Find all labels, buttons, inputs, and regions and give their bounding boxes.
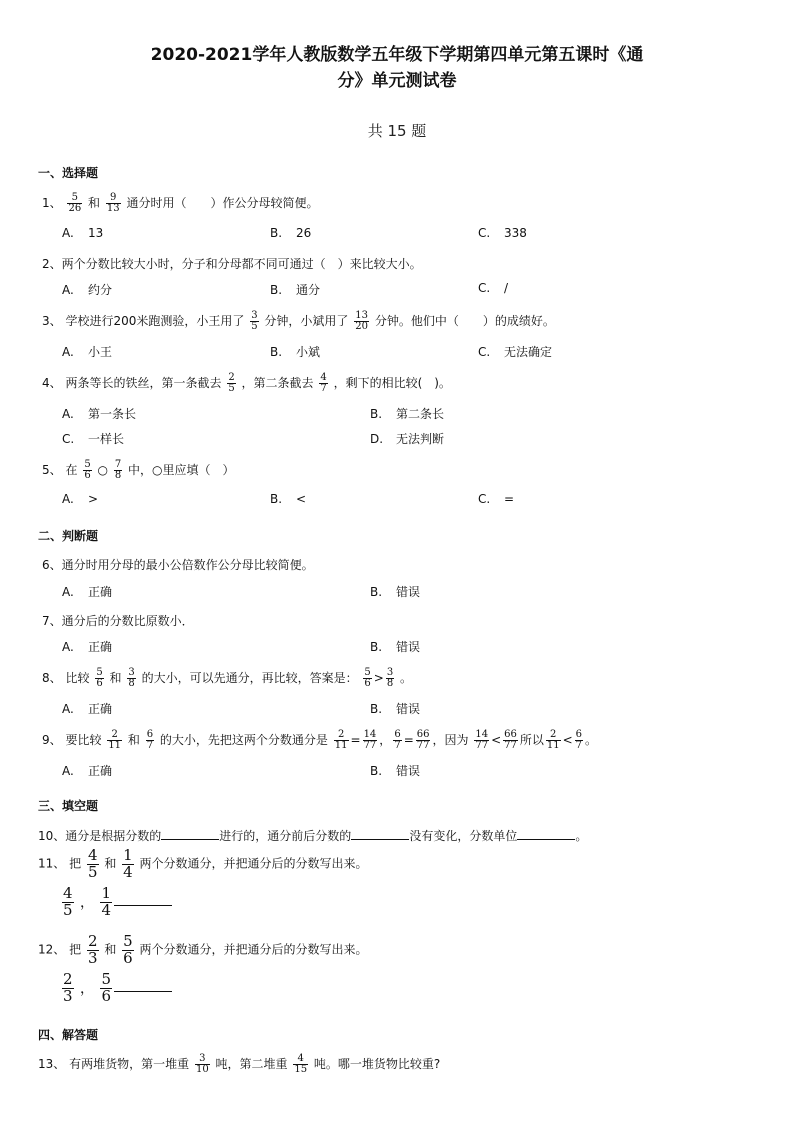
equals-sign: = — [350, 733, 361, 747]
question-number: 5、 — [42, 463, 62, 477]
question-text: 两条等长的铁丝，第一条截去 — [65, 376, 222, 390]
fraction: $\frac{3}{8}$ — [386, 667, 394, 689]
fraction: $\frac{3}{8}$ — [128, 667, 135, 689]
page-title-line2: 分》单元测试卷 — [337, 71, 457, 91]
answer-line-12 — [60, 972, 172, 1004]
option-b[interactable]: B. 错误 — [370, 702, 421, 716]
fraction: $\frac{6}{7}$ — [575, 729, 583, 751]
fraction: $\frac{6}{7}$ — [394, 729, 401, 751]
question-number: 9、 — [42, 733, 62, 747]
question-8 — [42, 668, 412, 689]
option-b[interactable]: B. < — [270, 492, 307, 506]
question-text: 进行的，通分前后分数的 — [219, 829, 352, 843]
comparison-sign: > — [373, 671, 384, 685]
question-text: 。 — [575, 829, 588, 843]
question-text: 在 — [65, 463, 78, 477]
fraction: $\frac{66}{77}$ — [416, 729, 430, 751]
fraction: $\frac{5}{6}$ — [101, 970, 111, 1005]
fraction: $\frac{9}{13}$ — [106, 192, 120, 214]
question-number: 11、 — [38, 856, 66, 871]
separator: ， — [80, 981, 94, 997]
question-9 — [42, 730, 597, 751]
option-b[interactable]: B. 错误 — [370, 764, 421, 778]
fraction: $\frac{5}{26}$ — [68, 192, 82, 214]
question-text: 。 — [400, 671, 413, 685]
question-text: 的大小，可以先通分，再比较，答案是： — [141, 671, 358, 685]
question-text: ，剩下的相比较( )。 — [333, 376, 451, 390]
question-text: 中，○里应填（ ） — [128, 463, 235, 477]
section-judge: 二、判断题 — [38, 529, 99, 543]
option-c[interactable]: C. 338 — [478, 226, 527, 240]
fraction: $\frac{3}{5}$ — [251, 310, 258, 332]
fraction: $\frac{13}{20}$ — [355, 310, 368, 332]
question-text: ，第二条截去 — [241, 376, 314, 390]
option-c[interactable]: C. = — [478, 492, 515, 506]
section-fill: 三、填空题 — [38, 799, 99, 813]
fraction: $\frac{7}{8}$ — [114, 459, 122, 481]
question-text: 和 — [104, 856, 117, 871]
question-text: 有两堆货物，第一堆重 — [69, 1057, 190, 1071]
fraction: $\frac{1}{4}$ — [101, 884, 111, 919]
question-text: 分钟。他们中（ ）的成绩好。 — [374, 314, 555, 328]
fraction: $\frac{2}{11}$ — [546, 729, 560, 751]
question-text: 。 — [585, 733, 598, 747]
page-title-line1: 2020-2021学年人教版数学五年级下学期第四单元第五课时《通 — [150, 45, 644, 65]
answer-line-11 — [60, 886, 172, 918]
question-3 — [42, 311, 555, 332]
fraction: $\frac{6}{7}$ — [146, 729, 154, 751]
question-text: ，因为 — [432, 733, 469, 747]
fraction: $\frac{1}{4}$ — [123, 846, 133, 881]
question-text: 通分是根据分数的 — [65, 829, 162, 843]
option-c[interactable]: C. 一样长 — [62, 432, 125, 446]
option-b[interactable]: B. 小斌 — [270, 345, 321, 359]
fraction: $\frac{4}{5}$ — [63, 884, 73, 919]
question-number: 10、 — [38, 829, 66, 843]
option-a[interactable]: A. > — [62, 492, 99, 506]
answer-blank[interactable] — [114, 905, 172, 906]
circle-blank: ○ — [97, 463, 108, 477]
question-number: 4、 — [42, 376, 62, 390]
question-2 — [42, 254, 422, 274]
fraction: $\frac{2}{11}$ — [108, 729, 122, 751]
fraction: $\frac{2}{5}$ — [228, 372, 235, 394]
question-text: 没有变化，分数单位 — [409, 829, 518, 843]
question-text: 两个分数比较大小时，分子和分母都不同可通过（ ）来比较大小。 — [61, 257, 422, 271]
question-12 — [38, 934, 368, 966]
comparison-sign: < — [491, 733, 502, 747]
fraction: $\frac{2}{3}$ — [63, 970, 73, 1005]
question-text: 吨。哪一堆货物比较重? — [313, 1057, 441, 1071]
question-5 — [42, 460, 235, 481]
question-text: 要比较 — [65, 733, 102, 747]
question-text: 和 — [104, 942, 117, 957]
comparison-sign: < — [562, 733, 573, 747]
answer-blank[interactable] — [517, 839, 575, 840]
fraction: $\frac{14}{77}$ — [475, 729, 489, 751]
question-text: 比较 — [65, 671, 90, 685]
fraction: $\frac{4}{5}$ — [87, 846, 98, 881]
question-1 — [42, 193, 318, 214]
option-c[interactable]: C. 无法确定 — [478, 345, 553, 359]
option-a[interactable]: A. 第一条长 — [62, 407, 137, 421]
question-7 — [42, 611, 194, 631]
fraction: $\frac{5}{6}$ — [96, 667, 103, 689]
question-text: 两个分数通分，并把通分后的分数写出来。 — [139, 942, 368, 957]
fraction: $\frac{5}{6}$ — [84, 459, 91, 481]
question-text: 把 — [69, 856, 82, 871]
question-6 — [42, 555, 314, 575]
separator: ， — [80, 895, 94, 911]
option-b[interactable]: B. 26 — [270, 226, 312, 240]
option-b[interactable]: B. 通分 — [270, 283, 321, 297]
question-number: 8、 — [42, 671, 62, 685]
question-text: 通分时用（ ）作公分母较简便。 — [126, 196, 319, 210]
answer-blank[interactable] — [161, 839, 219, 840]
section-solve: 四、解答题 — [38, 1028, 99, 1042]
fraction: $\frac{2}{3}$ — [87, 932, 98, 967]
question-text: 所以 — [519, 733, 544, 747]
fraction: $\frac{66}{77}$ — [504, 729, 517, 751]
question-text: ， — [379, 733, 392, 747]
option-a[interactable]: A. 正确 — [62, 585, 113, 599]
question-number: 3、 — [42, 314, 62, 328]
option-c[interactable]: C. / — [478, 281, 509, 295]
answer-blank[interactable] — [351, 839, 409, 840]
question-text: 分钟，小斌用了 — [264, 314, 349, 328]
option-d[interactable]: D. 无法判断 — [370, 432, 445, 446]
equals-sign: = — [403, 733, 414, 747]
fraction: $\frac{4}{7}$ — [320, 372, 327, 394]
question-number: 7、 — [42, 614, 62, 628]
question-number: 12、 — [38, 942, 66, 957]
question-text: 通分后的分数比原数小． — [61, 614, 194, 628]
question-number: 1、 — [42, 196, 62, 210]
question-text: 通分时用分母的最小公倍数作公分母比较简便。 — [61, 558, 314, 572]
fraction: $\frac{2}{11}$ — [334, 729, 348, 751]
question-text: 把 — [69, 942, 82, 957]
question-11 — [38, 848, 368, 880]
option-b[interactable]: B. 错误 — [370, 640, 421, 654]
question-text: 和 — [109, 671, 122, 685]
fraction: $\frac{14}{77}$ — [363, 729, 377, 751]
question-number: 13、 — [38, 1057, 66, 1071]
fraction: $\frac{5}{6}$ — [364, 667, 371, 689]
option-a[interactable]: A. 约分 — [62, 283, 113, 297]
section-choice: 一、选择题 — [38, 166, 99, 180]
question-4 — [42, 373, 451, 394]
question-count: 共 15 题 — [367, 122, 427, 140]
option-a[interactable]: A. 正确 — [62, 764, 113, 778]
option-a[interactable]: A. 正确 — [62, 640, 113, 654]
question-text: 和 — [127, 733, 140, 747]
question-10 — [38, 826, 587, 846]
question-number: 6、 — [42, 558, 62, 572]
question-text: 的大小，先把这两个分数通分是 — [159, 733, 328, 747]
option-b[interactable]: B. 错误 — [370, 585, 421, 599]
option-a[interactable]: A. 13 — [62, 226, 104, 240]
fraction: $\frac{5}{6}$ — [123, 932, 133, 967]
question-text: 吨，第二堆重 — [215, 1057, 288, 1071]
fraction: $\frac{3}{10}$ — [195, 1053, 209, 1075]
answer-blank[interactable] — [114, 991, 172, 992]
question-text: 学校进行200米跑测验，小王用了 — [65, 314, 245, 328]
option-a[interactable]: A. 正确 — [62, 702, 113, 716]
fraction: $\frac{4}{15}$ — [294, 1053, 308, 1075]
question-13 — [38, 1054, 440, 1075]
option-a[interactable]: A. 小王 — [62, 345, 113, 359]
question-number: 2、 — [42, 257, 62, 271]
option-b[interactable]: B. 第二条长 — [370, 407, 445, 421]
question-text: 和 — [88, 196, 101, 210]
question-text: 两个分数通分，并把通分后的分数写出来。 — [139, 856, 368, 871]
